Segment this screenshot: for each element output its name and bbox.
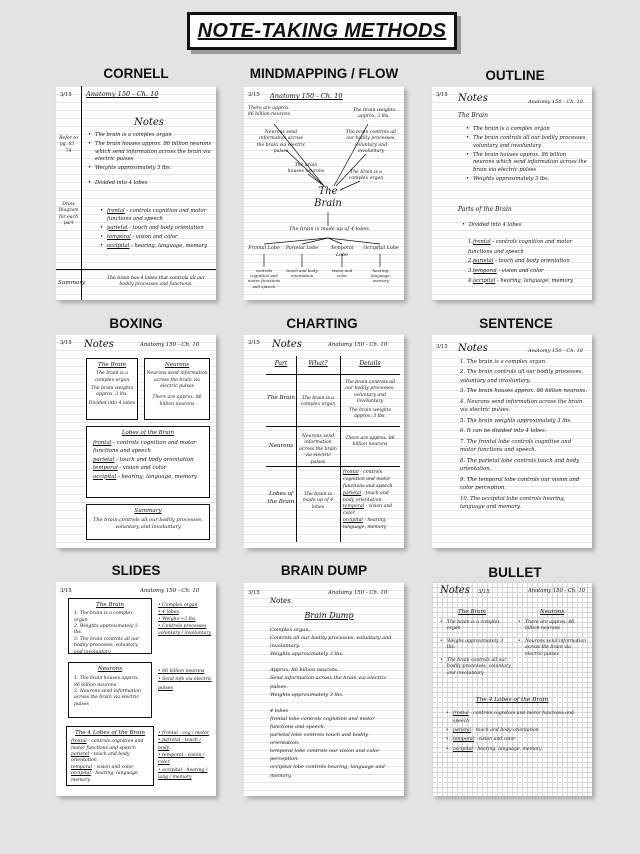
list-item: Approx. 86 billion neurons. — [270, 667, 339, 674]
list-item: • temporal - vision and color — [100, 234, 212, 242]
braindump-course: Anatomy 150 - Ch. 10 — [328, 590, 388, 596]
cornell-points — [88, 132, 212, 189]
cornell-cue-1: Refer to pg. 63 - 74 — [59, 136, 78, 154]
list-item: 3.temporal - vision and color — [468, 267, 544, 274]
slides-slide-1 — [68, 598, 152, 654]
bullet-col-2 — [518, 620, 588, 660]
sentence-card — [432, 334, 592, 548]
boxing-box-summary-title: Summary — [134, 508, 162, 514]
list-item: 4. Neurons send information across the brain via electric pulses. — [460, 398, 583, 414]
list-item: Complex organ. — [270, 627, 311, 633]
label-braindump: BRAIN DUMP — [280, 563, 368, 578]
boxing-box-lobes-title: Lobes of the Brain — [121, 430, 175, 436]
list-item: • The brain is a complex organ — [88, 132, 212, 140]
mindmap-func-3: vision and color — [331, 268, 353, 279]
list-item: temporal - vision and color — [93, 465, 167, 472]
list-item: 1. The brain is a complex organ — [74, 611, 133, 623]
outline-h1: The Brain — [458, 112, 488, 119]
boxing-box-brain — [86, 358, 138, 420]
bullet-col-3-title: The 4 Lobes of the Brain — [475, 697, 549, 703]
bullet-card — [432, 582, 592, 796]
mindmap-node-2: Neurons send information across the brain via electric pulses — [256, 130, 306, 155]
charting-r1-detail-1: The brain controls all our bodily processes, voluntary and involuntary — [344, 380, 396, 405]
boxing-box-brain-title: The Brain — [98, 362, 126, 368]
charting-course: Anatomy 150 - Ch. 10 — [328, 342, 388, 348]
outline-lobes — [468, 238, 588, 286]
list-item: 5. The brain weights approximately 3 lbs. — [460, 417, 572, 424]
list-item: • The brain is a complex organ — [440, 620, 512, 633]
sentence-list — [460, 358, 588, 512]
list-item: The brain weights approx. 3 lbs. — [90, 385, 134, 398]
list-item: • Divided into 4 lobes — [462, 222, 586, 230]
charting-col-details: Details — [359, 360, 381, 367]
label-mindmap: MINDMAPPING / FLOW — [249, 66, 399, 81]
sentence-notes-title: Notes — [458, 343, 488, 354]
slides-date: 3/15 — [60, 588, 72, 594]
list-item: • temporal - vision and color — [446, 736, 586, 744]
mindmap-func-1: controls cognition and motor functions and speech — [247, 268, 281, 289]
boxing-summary-text: The brain controls all our bodily processes, voluntary and involuntary — [93, 517, 203, 531]
slides-slide-1-title: The Brain — [96, 602, 124, 608]
outline-card — [432, 86, 592, 300]
braindump-lines — [270, 626, 398, 780]
mindmap-node-6: The brain is a complex organ — [348, 170, 384, 182]
list-item: • Complex organ — [158, 603, 198, 608]
braindump-heading: Brain Dump — [304, 611, 354, 620]
mindmap-lobe-3: Temporal Lobe — [330, 246, 354, 258]
boxing-box-neurons — [144, 358, 210, 420]
braindump-notes-title: Notes — [270, 597, 291, 605]
slides-card — [56, 582, 216, 796]
list-item: • The brain controls all our bodily processes, voluntary and involuntary — [466, 135, 588, 150]
list-item: 2. Neurons send information across the brain via electric pulses — [74, 688, 141, 707]
page-title: NOTE-TAKING METHODS — [197, 19, 447, 42]
label-bullet: BULLET — [488, 565, 542, 580]
list-item: • frontal - cog / motor — [158, 731, 209, 736]
charting-r2-detail-1: There are approx. 86 billion neurons — [345, 436, 395, 448]
bullet-col-1 — [440, 620, 512, 678]
charting-r3-what: The brain is made up of 4 lobes — [302, 492, 334, 510]
list-item: frontal - controls cognition and motor functions and speech — [343, 470, 393, 489]
mindmap-node-3: The brain houses neurons — [287, 163, 325, 175]
slides-slide-3 — [66, 726, 154, 786]
boxing-card — [56, 334, 216, 548]
slides-slide-3-title: The 4 Lobes of the Brain — [74, 730, 146, 736]
list-item: parietal lobe controls touch and bodily orientation. — [270, 732, 369, 747]
list-item: • occipital - hearing, language, memory — [100, 243, 212, 251]
cornell-date: 3/15 — [60, 92, 72, 98]
cornell-card — [56, 86, 216, 300]
list-item: occipital - hearing, language, memory — [71, 771, 140, 783]
list-item: • The brain houses approx. 86 billion neurons which send information across the brain via electric pulses — [466, 152, 588, 175]
label-slides: SLIDES — [111, 563, 161, 578]
list-item: • Weighs ~3 lbs — [158, 617, 196, 623]
sentence-course: Anatomy 150 - Ch. 10 — [528, 348, 583, 354]
sentence-date: 3/15 — [436, 344, 448, 350]
list-item: temporal lobe controls our vision and color perception. — [270, 748, 380, 763]
slides-slide-2 — [68, 662, 152, 718]
slides-notes-2 — [158, 668, 212, 693]
list-item — [270, 658, 398, 666]
list-item: • 4 lobes — [158, 610, 179, 616]
mindmap-date: 3/15 — [248, 92, 260, 98]
cornell-lobes — [100, 208, 212, 252]
outline-course: Anatomy 150 - Ch. 10 — [528, 99, 583, 105]
mindmap-func-2: touch and body orientation — [286, 268, 318, 279]
list-item: 9. The temporal lobe controls our vision and color perception. — [460, 476, 580, 492]
list-item: • Weights approximately 3 lbs. — [466, 176, 588, 184]
charting-r3-part: Lobes of the Brain — [267, 491, 295, 506]
list-item: • 86 billion neurons — [158, 669, 205, 674]
list-item: • occipital - hearing, language, memory — [446, 746, 586, 754]
list-item: Neurons send information across the brain via electric pulses — [146, 371, 208, 389]
mindmap-node-5: The brain controls all our bodily processes, voluntary and involuntary — [345, 130, 397, 155]
list-item: parietal - touch and body orientation — [71, 751, 130, 764]
list-item: • temporal - vision / color — [158, 753, 205, 766]
mindmap-lobes-label: The brain is made up of 4 lobes — [289, 226, 369, 232]
list-item: • Weighs approximately 3 lbs. — [440, 639, 512, 652]
list-item — [270, 699, 398, 707]
label-charting: CHARTING — [286, 316, 358, 331]
outline-divided — [462, 222, 586, 231]
mindmap-node-1: There are approx. 86 billion neurons — [247, 106, 291, 118]
boxing-notes-title: Notes — [84, 339, 114, 350]
mindmap-node-4: The brain weights approx. 3 lbs. — [352, 108, 396, 120]
cornell-summary: The brain has 4 lobes that controls all our bodily processes and functions. — [107, 276, 205, 288]
list-item: • Controls processes voluntary / involuntary — [158, 624, 212, 637]
list-item: 2. Weights approximately 3 lbs. — [74, 623, 138, 636]
label-sentence: SENTENCE — [479, 316, 553, 331]
list-item: 3. The brain controls all our bodily processes, voluntary and involuntary — [74, 636, 140, 655]
list-item: 1. The brain is a complex organ. — [460, 359, 547, 365]
page-title-box — [187, 12, 457, 50]
list-item: temporal - vision and color — [343, 504, 393, 517]
list-item: 2. The brain controls all our bodily processes, voluntary and involuntary. — [460, 369, 584, 384]
cornell-cue-2: Draw Diagram for each part — [58, 202, 79, 227]
cornell-course: Anatomy 150 - Ch. 10 — [86, 90, 159, 98]
boxing-box-lobes — [86, 426, 210, 498]
mindmap-course: Anatomy 150 - Ch. 10 — [270, 92, 343, 100]
charting-date: 3/15 — [248, 340, 260, 346]
mindmap-func-4: hearing, language, memory — [371, 268, 391, 284]
list-item: occipital lobe controls hearing, language and memory. — [270, 764, 385, 779]
outline-notes-title: Notes — [458, 93, 488, 104]
charting-card — [244, 334, 404, 548]
list-item: Weights approximately 3 lbs. — [270, 651, 344, 658]
list-item: • parietal - touch / body — [158, 738, 201, 751]
charting-r2-part: Neurons — [268, 443, 294, 449]
boxing-box-neurons-title: Neurons — [164, 362, 190, 368]
boxing-box-summary — [86, 504, 210, 540]
list-item: 6. It can be divided into 4 lobes. — [460, 428, 547, 435]
list-item: Weights approximately 3 lbs. — [270, 691, 344, 698]
list-item: • frontal - controls cognition and motor functions and speech — [446, 710, 586, 726]
bullet-date: 3/15 — [478, 589, 490, 595]
charting-r1-part: The Brain — [267, 395, 295, 401]
bullet-course: Anatomy 150 - Ch. 10 — [528, 588, 586, 594]
charting-r3-details — [343, 470, 399, 532]
list-item: • The brain houses approx. 86 billion neurons which send information across the brain via electric pulses — [88, 141, 212, 164]
bullet-col-2-title: Neurons — [539, 609, 565, 615]
list-item: Send information across the brain via electric pulses. — [270, 675, 387, 690]
slides-course: Anatomy 150 - Ch. 10 — [140, 588, 200, 594]
list-item: • The brain controls all our bodily processes, voluntary and involuntary — [440, 658, 512, 677]
list-item: parietal - touch and body orientation — [93, 456, 194, 463]
list-item: There are approx. 86 billion neurons — [152, 395, 202, 407]
boxing-date: 3/15 — [60, 340, 72, 346]
slides-notes-1 — [158, 602, 212, 638]
list-item: 2.parietal - touch and body orientation — [468, 258, 570, 265]
list-item: 10. The occipital lobe controls hearing, language and memory. — [460, 495, 566, 511]
list-item: The brain is a complex organ — [94, 371, 130, 383]
mindmap-lobe-4: Occipital Lobe — [363, 246, 399, 251]
mindmap-card — [244, 86, 404, 300]
list-item: occipital - hearing, language, memory — [343, 518, 387, 531]
slides-notes-3 — [158, 730, 212, 781]
cornell-notes-title: Notes — [134, 117, 164, 128]
charting-notes-title: Notes — [272, 339, 302, 350]
list-item: temporal - vision and color — [71, 764, 134, 770]
outline-h2: Parts of the Brain — [458, 206, 512, 213]
list-item: occipital - hearing, language, memory — [93, 473, 197, 480]
list-item: 1.frontal - controls cognition and motor functions and speech — [468, 239, 573, 255]
list-item: Controls all our bodily processes, voluntary and involuntary. — [270, 635, 392, 650]
list-item: • The brain is a complex organ — [466, 126, 588, 134]
mindmap-lobe-2: Parietal Lobe — [285, 246, 319, 251]
list-item: • Neurons send information across the brain via electric pulses — [518, 639, 588, 658]
list-item: • parietal - touch and body orientation — [446, 727, 586, 735]
list-item: • parietal - touch and body orientation — [100, 225, 212, 233]
list-item: Divided into 4 lobes — [88, 400, 136, 406]
charting-col-what: What? — [308, 360, 328, 367]
list-item: • frontal - controls cognition and motor functions and speech — [100, 208, 212, 223]
slides-slide-2-title: Neurons — [97, 666, 123, 672]
mindmap-center: The Brain — [314, 186, 342, 209]
braindump-card — [244, 582, 404, 796]
bullet-col-1-title: The Brain — [458, 609, 486, 615]
list-item: 1. The brain houses approx. 86 billion neurons — [74, 676, 140, 688]
list-item: 4 lobes — [270, 707, 289, 714]
label-outline: OUTLINE — [485, 68, 545, 83]
charting-r2-what: Neurons send information across the brain via electric pulses — [299, 434, 337, 465]
list-item: frontal - controls cognition and motor functions and speech — [71, 739, 144, 751]
label-boxing: BOXING — [109, 316, 163, 331]
list-item: 7. The frontal lobe controls cognitive and motor functions and speech. — [460, 438, 572, 454]
list-item: • occipital - hearing / lang / memory — [158, 767, 208, 781]
label-cornell: CORNELL — [103, 66, 169, 81]
boxing-course: Anatomy 150 - Ch. 10 — [140, 342, 200, 348]
list-item: frontal lobe controls cognition and motor functions and speech. — [270, 715, 375, 730]
list-item: 3. The brain houses approx. 86 billion neurons. — [460, 388, 588, 395]
charting-col-part: Part — [274, 360, 288, 367]
braindump-date: 3/15 — [248, 590, 260, 596]
charting-r1-detail-2: The brain weights approx. 3 lbs. — [348, 408, 392, 420]
list-item: parietal - touch and body orientation — [343, 490, 389, 503]
list-item: 4.occipital - hearing, language, memory — [468, 277, 574, 284]
charting-r1-what: The brain is a complex organ — [300, 396, 336, 408]
outline-date: 3/15 — [436, 92, 448, 98]
list-item: • Send info via electric pulses — [158, 677, 212, 691]
mindmap-lobe-1: Frontal Lobe — [248, 246, 280, 251]
cornell-summary-label: Summary — [58, 280, 86, 286]
bullet-notes-title: Notes — [440, 585, 470, 596]
list-item: frontal - controls cognition and motor functions and speech — [93, 440, 197, 455]
outline-points — [466, 126, 588, 185]
list-item: 8. The parietal lobe controls touch and body orientation. — [460, 457, 580, 473]
bullet-lobes — [446, 710, 586, 755]
list-item: • There are approx. 86 billion neurons — [518, 620, 588, 633]
list-item: • Weights approximately 3 lbs. — [88, 165, 212, 173]
list-item: • Divided into 4 lobes — [88, 180, 212, 188]
